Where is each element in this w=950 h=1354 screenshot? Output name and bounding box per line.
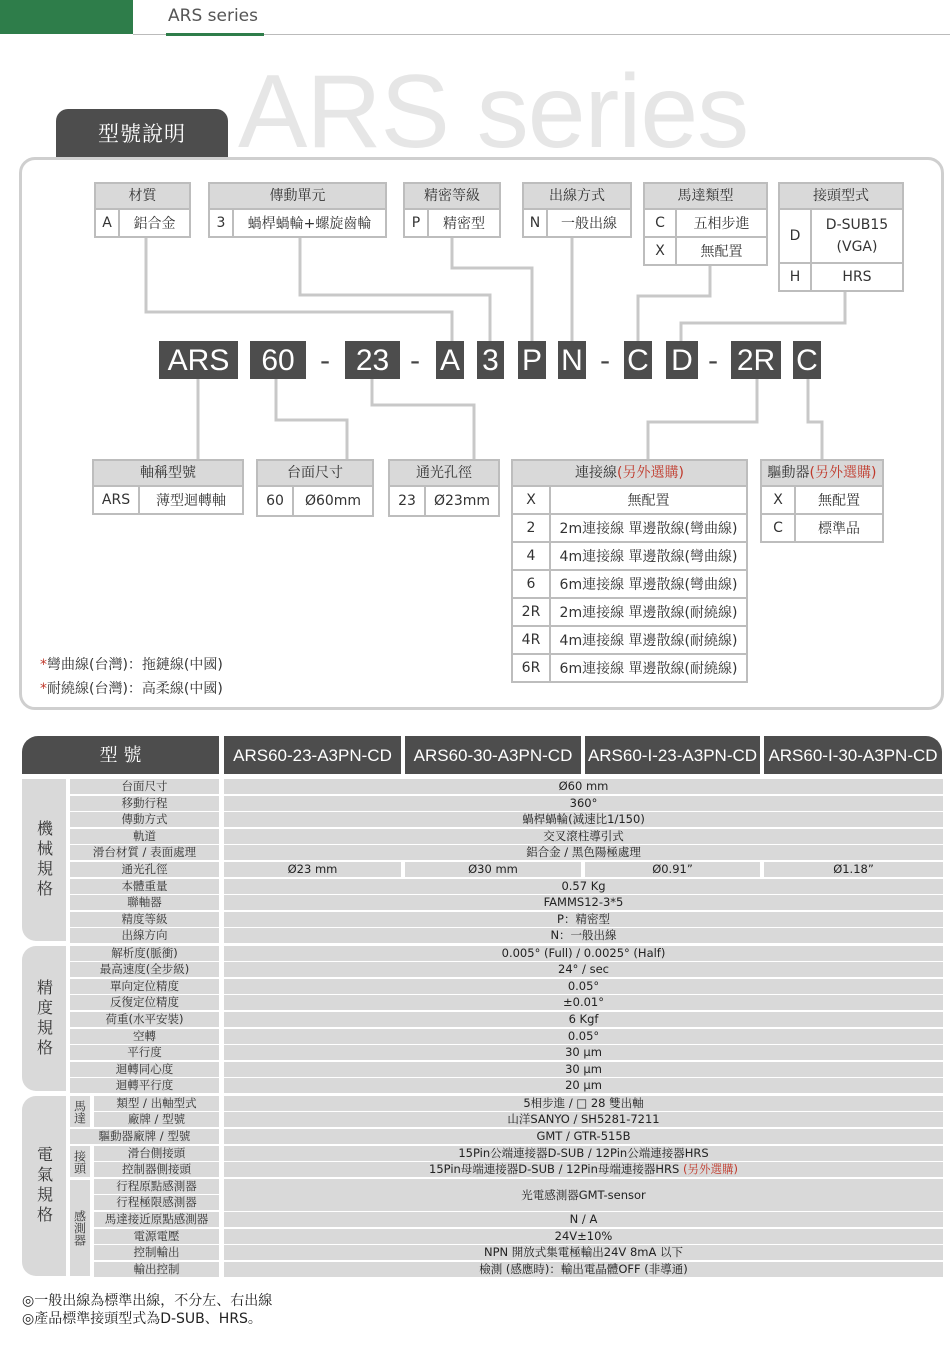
option-cable-title: [513, 461, 746, 485]
spec-label: 控制器側接頭: [94, 1162, 219, 1177]
spec-value: 20 μm: [224, 1078, 943, 1093]
spec-header-model: ARS60-30-A3PN-CD: [405, 736, 581, 774]
note-bend-cable: [40, 654, 223, 674]
option-value: 2m連接線 單邊散線(耐繞線): [559, 605, 738, 621]
option-material: [94, 182, 191, 238]
code-dash: -: [410, 344, 421, 377]
line-hole: [372, 379, 474, 460]
option-driver-title-red: (另外選購): [809, 465, 877, 481]
spec-value: [224, 1162, 943, 1177]
footnote: ◎產品標準接頭型式為D-SUB、HRS。: [22, 1311, 262, 1327]
code-dash: -: [320, 344, 331, 377]
spec-value-text: 15Pin母端連接器D-SUB / 12Pin母端連接器HRS: [429, 1162, 683, 1176]
code-size: 60: [250, 341, 306, 379]
option-value: 標準品: [818, 521, 860, 537]
spec-value: 光電感測器GMT-sensor: [224, 1179, 943, 1211]
spec-label: 控制輸出: [94, 1245, 219, 1260]
spec-label: 迴轉同心度: [70, 1062, 219, 1077]
code-material: A: [436, 341, 464, 379]
option-drive: [208, 182, 387, 238]
option-value: 無配置: [818, 493, 860, 509]
spec-value: Ø23 mm: [224, 862, 401, 877]
option-value: 無配置: [700, 244, 743, 260]
spec-label: 聯軸器: [70, 895, 219, 910]
option-code: 23: [390, 487, 426, 515]
line-drive: [300, 238, 490, 341]
spec-value: 24° / sec: [224, 962, 943, 977]
option-value: 薄型迴轉軸: [156, 493, 226, 509]
spec-label: 解析度(脈衝): [70, 946, 219, 961]
option-row: [258, 485, 372, 515]
option-connector-title: 接頭型式: [780, 184, 902, 208]
group-electrical: 電氣規格: [22, 1096, 66, 1276]
spec-label: 精度等級: [70, 912, 219, 927]
spec-value: 30 μm: [224, 1062, 943, 1077]
line-driver: [808, 379, 822, 460]
spec-value: N：一般出線: [224, 928, 943, 943]
spec-label: 單向定位精度: [70, 979, 219, 994]
spec-label: 反復定位精度: [70, 995, 219, 1010]
note-text: 彎曲線(台灣)：拖鏈線(中國): [47, 657, 223, 673]
spec-value: Ø60 mm: [224, 779, 943, 794]
option-code: C: [762, 515, 796, 541]
option-cable-title-red: (另外選購): [617, 465, 684, 481]
option-value: Ø23mm: [433, 493, 491, 509]
option-code: 6: [513, 571, 551, 597]
option-code: ARS: [94, 487, 140, 513]
spec-value: NPN 開放式集電極輸出24V 8mA 以下: [224, 1245, 943, 1260]
option-drive-title: 傳動單元: [210, 184, 385, 208]
code-drive: 3: [477, 341, 504, 379]
spec-value: 30 μm: [224, 1045, 943, 1060]
spec-label: 荷重(水平安裝): [70, 1012, 219, 1027]
code-motor: C: [624, 341, 652, 379]
spec-header-model: ARS60-I-30-A3PN-CD: [764, 736, 942, 774]
spec-label: 廠牌 / 型號: [94, 1112, 219, 1127]
spec-value: 蝸桿蝸輪(減速比1/150): [224, 812, 943, 827]
spec-label: 行程極限感測器: [94, 1195, 219, 1210]
header-series-title: ARS series: [168, 6, 258, 26]
spec-label: 移動行程: [70, 796, 219, 811]
option-outlet: [522, 182, 632, 238]
option-row: [780, 262, 902, 290]
option-driver: [760, 459, 884, 543]
model-section-tab: 型號說明: [56, 109, 228, 157]
option-code: 2R: [513, 599, 551, 625]
option-value: 無配置: [627, 493, 670, 509]
option-value: 一般出線: [561, 216, 617, 232]
code-outlet: N: [558, 341, 586, 379]
spec-label: 驅動器廠牌 / 型號: [70, 1129, 219, 1144]
spec-value: 24V±10%: [224, 1229, 943, 1244]
option-code: N: [524, 210, 548, 236]
option-value: 4m連接線 單邊散線(耐繞線): [559, 633, 738, 649]
option-row: [513, 485, 746, 513]
code-dash: -: [708, 344, 719, 377]
option-value: 6m連接線 單邊散線(彎曲線): [559, 577, 738, 593]
option-row: [645, 236, 766, 264]
spec-value: P：精密型: [224, 912, 943, 927]
line-connector: [681, 291, 845, 341]
spec-value: 山洋SANYO / SH5281-7211: [224, 1112, 943, 1127]
spec-value: 0.005° (Full) / 0.0025° (Half): [224, 946, 943, 961]
spec-label: 電源電壓: [94, 1229, 219, 1244]
option-connector: [778, 182, 904, 292]
subgroup-sensor: 感測器: [70, 1180, 90, 1276]
option-driver-title-text: 驅動器: [767, 465, 810, 481]
option-code: X: [645, 238, 677, 264]
option-code: 3: [210, 210, 234, 236]
subgroup-connector: 接頭: [70, 1146, 90, 1177]
option-shaft: [92, 459, 244, 515]
note-star: *: [40, 681, 47, 697]
option-row: [96, 208, 189, 236]
option-code: X: [762, 487, 796, 513]
option-code: 4: [513, 543, 551, 569]
subgroup-motor: 馬達: [70, 1096, 90, 1127]
note-flex-cable: [40, 678, 223, 698]
line-cable: [648, 379, 757, 460]
footnote: ◎一般出線為標準出線，不分左、右出線: [22, 1293, 273, 1309]
group-mechanical: 機械規格: [22, 779, 66, 941]
code-ars: ARS: [159, 341, 238, 379]
option-row: [762, 513, 882, 541]
option-value: 蝸桿蝸輪+螺旋齒輪: [247, 216, 372, 232]
option-code: P: [405, 210, 429, 236]
option-code: H: [780, 264, 812, 290]
option-code: 6R: [513, 655, 551, 681]
spec-label: 本體重量: [70, 879, 219, 894]
spec-label: 通光孔徑: [70, 862, 219, 877]
spec-label: 輸出控制: [94, 1262, 219, 1277]
option-row: [645, 208, 766, 236]
spec-value: 360°: [224, 796, 943, 811]
option-row: [390, 485, 498, 515]
line-precision: [452, 238, 532, 341]
spec-value: 6 Kgf: [224, 1012, 943, 1027]
spec-value: ±0.01°: [224, 995, 943, 1010]
code-driver: C: [793, 341, 821, 379]
option-hole: [388, 459, 500, 517]
spec-label: 平行度: [70, 1045, 219, 1060]
option-value: 五相步進: [693, 216, 750, 232]
spec-value: 15Pin公端連接器D-SUB / 12Pin公端連接器HRS: [224, 1146, 943, 1161]
spec-label: 類型 / 出軸型式: [94, 1096, 219, 1111]
option-value: 6m連接線 單邊散線(耐繞線): [559, 661, 738, 677]
option-hole-title: 通光孔徑: [390, 461, 498, 485]
spec-value: Ø30 mm: [405, 862, 581, 877]
spec-value: 0.05°: [224, 979, 943, 994]
option-outlet-title: 出線方式: [524, 184, 630, 208]
spec-label: 行程原點感測器: [94, 1179, 219, 1194]
option-code: C: [645, 210, 677, 236]
spec-label: 出線方向: [70, 928, 219, 943]
option-motor: [643, 182, 768, 266]
spec-label: 滑台側接頭: [94, 1146, 219, 1161]
note-star: *: [40, 657, 47, 673]
spec-value: 鋁合金 / 黑色陽極處理: [224, 845, 943, 860]
spec-header-model: ARS60-I-23-A3PN-CD: [585, 736, 760, 774]
option-material-title: 材質: [96, 184, 189, 208]
group-precision: 精度規格: [22, 946, 66, 1091]
option-value: 精密型: [443, 216, 485, 232]
option-code: A: [96, 210, 120, 236]
option-row: [94, 485, 242, 513]
code-connector: D: [666, 341, 698, 379]
spec-label: 馬達接近原點感測器: [94, 1212, 219, 1227]
spec-value: Ø1.18”: [764, 862, 943, 877]
option-code: 4R: [513, 627, 551, 653]
spec-value: Ø0.91”: [585, 862, 760, 877]
spec-label: 傳動方式: [70, 812, 219, 827]
spec-value: N / A: [224, 1212, 943, 1227]
spec-value: 交叉滾柱導引式: [224, 829, 943, 844]
option-driver-title: [762, 461, 882, 485]
option-row: [513, 513, 746, 541]
spec-value-red: (另外選購): [683, 1162, 738, 1176]
spec-label: 迴轉平行度: [70, 1078, 219, 1093]
option-precision-title: 精密等級: [405, 184, 499, 208]
option-shaft-title: 軸稱型號: [94, 461, 242, 485]
option-cable: [511, 459, 748, 683]
option-motor-title: 馬達類型: [645, 184, 766, 208]
option-row: [513, 541, 746, 569]
note-text: 耐繞線(台灣)：高柔線(中國): [47, 681, 223, 697]
option-row: [210, 208, 385, 236]
line-size: [276, 379, 347, 460]
option-value-line2: (VGA): [836, 239, 878, 255]
spec-label: 最高速度(全步級): [70, 962, 219, 977]
option-row: [513, 569, 746, 597]
watermark-title: ARS series: [238, 54, 749, 170]
option-row: [405, 208, 499, 236]
option-value: 4m連接線 單邊散線(彎曲線): [559, 549, 738, 565]
option-row: [513, 597, 746, 625]
option-value-line1: D-SUB15: [825, 217, 889, 233]
option-table-size: [256, 459, 374, 517]
spec-value: 0.05°: [224, 1029, 943, 1044]
spec-value: 0.57 Kg: [224, 879, 943, 894]
option-row: [513, 625, 746, 653]
option-row: [524, 208, 630, 236]
code-precision: P: [518, 341, 546, 379]
option-cable-title-text: 連接線: [575, 465, 618, 481]
option-code: 2: [513, 515, 551, 541]
option-table-size-title: 台面尺寸: [258, 461, 372, 485]
option-value: 2m連接線 單邊散線(彎曲線): [559, 521, 738, 537]
option-value: [812, 214, 902, 258]
option-value: Ø60mm: [304, 493, 362, 509]
option-value: 鋁合金: [133, 216, 176, 232]
spec-header-model: ARS60-23-A3PN-CD: [224, 736, 401, 774]
spec-label: 軌道: [70, 829, 219, 844]
line-motor: [638, 265, 710, 341]
option-row: [513, 653, 746, 681]
spec-value: FAMMS12-3*5: [224, 895, 943, 910]
spec-header-model-label: 型 號: [22, 736, 219, 774]
option-row: [762, 485, 882, 513]
code-hole: 23: [345, 341, 400, 379]
spec-label: 台面尺寸: [70, 779, 219, 794]
code-cable: 2R: [731, 341, 781, 379]
option-code: 60: [258, 487, 294, 515]
spec-value: GMT / GTR-515B: [224, 1129, 943, 1144]
spec-value: 檢測 (感應時)：輸出電晶體OFF (非導通): [224, 1262, 943, 1277]
option-code: D: [780, 210, 812, 262]
option-precision: [403, 182, 501, 238]
option-row: [780, 208, 902, 262]
option-value: HRS: [842, 269, 872, 285]
spec-value: 5相步進 / □ 28 雙出軸: [224, 1096, 943, 1111]
spec-label: 滑台材質 / 表面處理: [70, 845, 219, 860]
spec-label: 空轉: [70, 1029, 219, 1044]
code-dash: -: [600, 344, 611, 377]
option-code: X: [513, 487, 551, 513]
